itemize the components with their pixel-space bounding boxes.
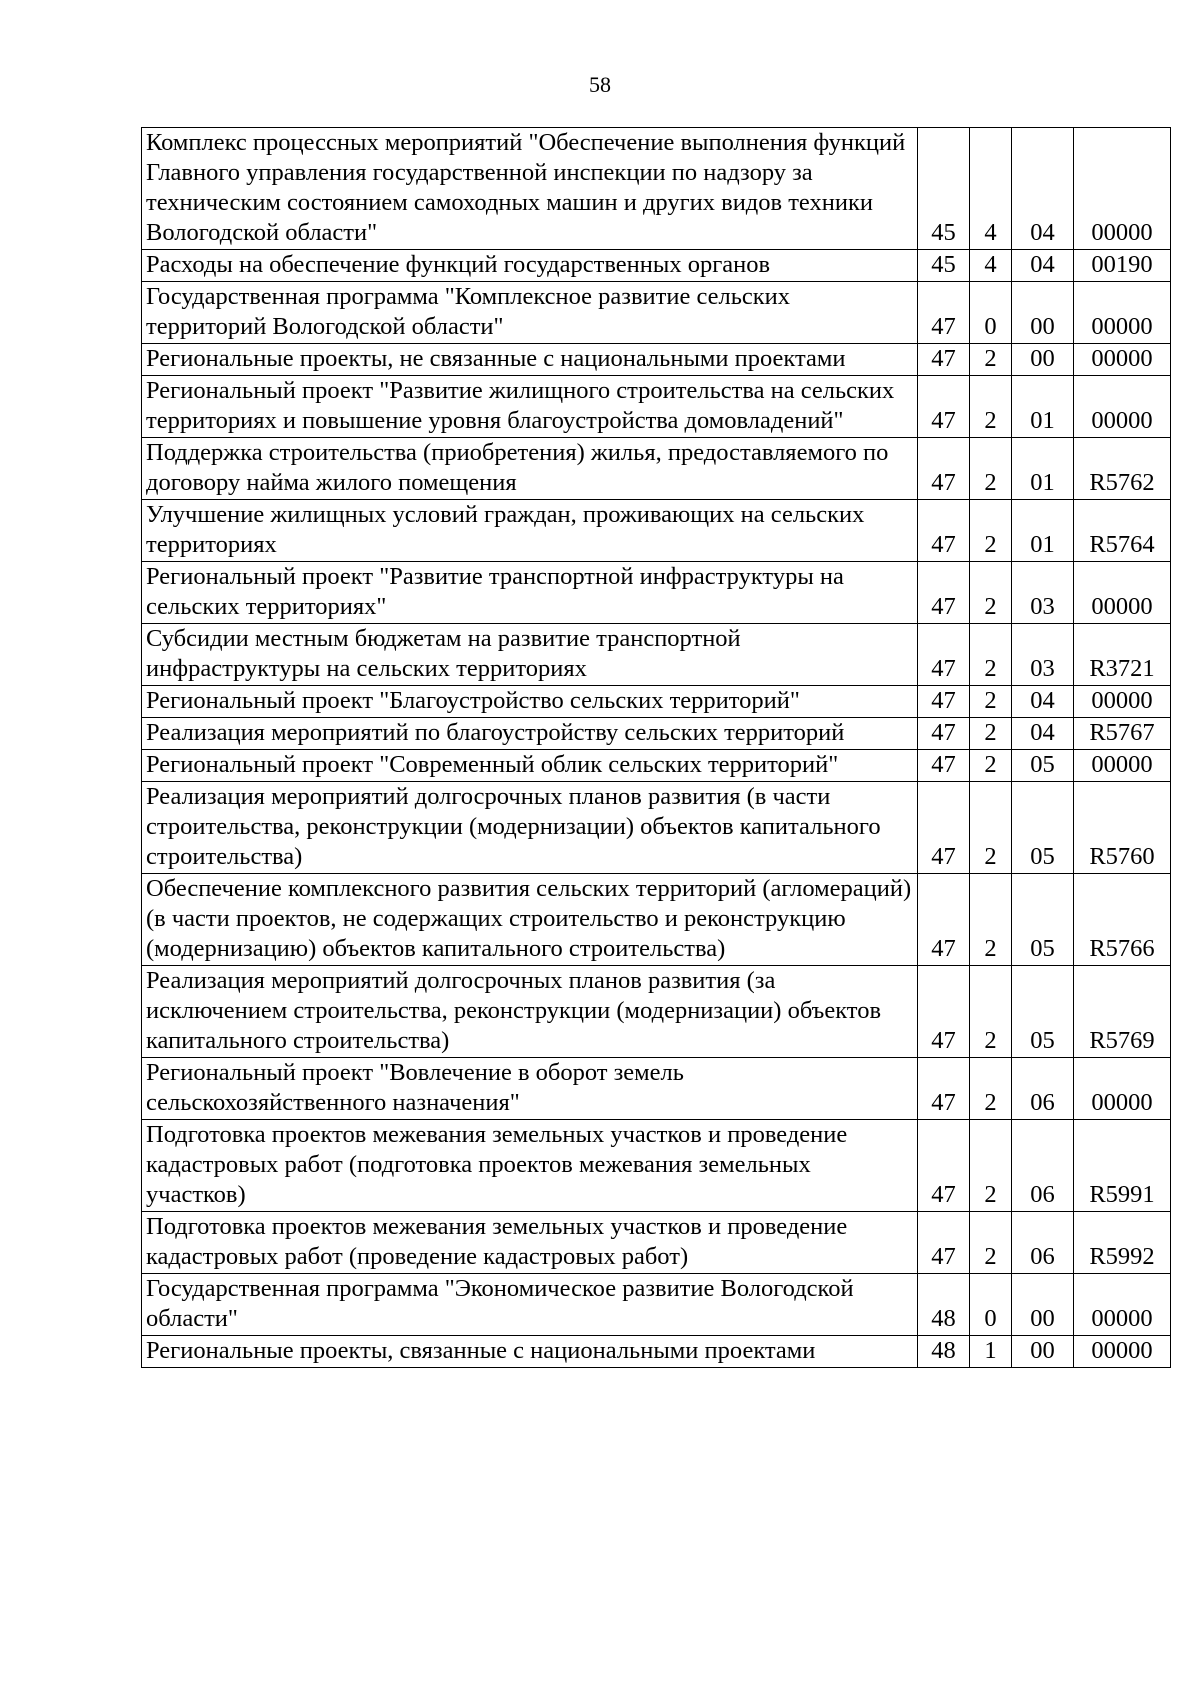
row-name-cell: Реализация мероприятий долгосрочных планов развития (за исключением строительства, реконструкции (модернизации) объектов капитального строительства) — [142, 966, 918, 1058]
subprogram-code-cell: 2 — [970, 1058, 1012, 1120]
row-name-cell: Региональный проект "Современный облик сельских территорий" — [142, 750, 918, 782]
table-row — [142, 1120, 1171, 1212]
subprogram-code-cell: 0 — [970, 282, 1012, 344]
subprogram-code-cell: 2 — [970, 376, 1012, 438]
subprogram-code-cell: 4 — [970, 250, 1012, 282]
subprogram-code-cell: 2 — [970, 686, 1012, 718]
subprogram-code-cell: 2 — [970, 966, 1012, 1058]
program-code-cell: 47 — [918, 966, 970, 1058]
direction-code-cell: 00 — [1012, 344, 1074, 376]
table-row — [142, 718, 1171, 750]
direction-code-cell: 01 — [1012, 438, 1074, 500]
table-row — [142, 344, 1171, 376]
table-row — [142, 1212, 1171, 1274]
row-name-cell: Региональный проект "Развитие жилищного строительства на сельских территориях и повышение уровня благоустройства домовладений" — [142, 376, 918, 438]
program-code-cell: 45 — [918, 128, 970, 250]
table-row — [142, 1274, 1171, 1336]
direction-code-cell: 05 — [1012, 782, 1074, 874]
program-code-cell: 47 — [918, 1058, 970, 1120]
table-row — [142, 966, 1171, 1058]
table-row — [142, 750, 1171, 782]
row-name-cell: Региональный проект "Развитие транспортной инфраструктуры на сельских территориях" — [142, 562, 918, 624]
expense-code-cell: R5762 — [1074, 438, 1171, 500]
direction-code-cell: 06 — [1012, 1058, 1074, 1120]
subprogram-code-cell: 2 — [970, 718, 1012, 750]
direction-code-cell: 06 — [1012, 1120, 1074, 1212]
program-code-cell: 47 — [918, 344, 970, 376]
row-name-cell: Обеспечение комплексного развития сельских территорий (агломераций) (в части проектов, не содержащих строительство и реконструкцию (модернизацию) объектов капитального строительства) — [142, 874, 918, 966]
table-row — [142, 686, 1171, 718]
table-row — [142, 438, 1171, 500]
subprogram-code-cell: 2 — [970, 344, 1012, 376]
program-code-cell: 47 — [918, 1120, 970, 1212]
table-row — [142, 500, 1171, 562]
row-name-cell: Региональные проекты, не связанные с национальными проектами — [142, 344, 918, 376]
program-code-cell: 47 — [918, 438, 970, 500]
expense-code-cell: 00000 — [1074, 1274, 1171, 1336]
direction-code-cell: 01 — [1012, 500, 1074, 562]
table-row — [142, 1058, 1171, 1120]
program-code-cell: 47 — [918, 500, 970, 562]
expense-code-cell: 00000 — [1074, 282, 1171, 344]
row-name-cell: Поддержка строительства (приобретения) жилья, предоставляемого по договору найма жилого помещения — [142, 438, 918, 500]
table-row — [142, 376, 1171, 438]
direction-code-cell: 05 — [1012, 966, 1074, 1058]
expense-code-cell: 00000 — [1074, 128, 1171, 250]
row-name-cell: Региональные проекты, связанные с национальными проектами — [142, 1336, 918, 1368]
direction-code-cell: 05 — [1012, 750, 1074, 782]
expense-code-cell: R5760 — [1074, 782, 1171, 874]
row-name-cell: Улучшение жилищных условий граждан, проживающих на сельских территориях — [142, 500, 918, 562]
program-code-cell: 47 — [918, 874, 970, 966]
direction-code-cell: 04 — [1012, 250, 1074, 282]
expense-code-cell: 00000 — [1074, 344, 1171, 376]
subprogram-code-cell: 2 — [970, 562, 1012, 624]
row-name-cell: Расходы на обеспечение функций государственных органов — [142, 250, 918, 282]
direction-code-cell: 05 — [1012, 874, 1074, 966]
expense-code-cell: 00190 — [1074, 250, 1171, 282]
row-name-cell: Региональный проект "Вовлечение в оборот земель сельскохозяйственного назначения" — [142, 1058, 918, 1120]
direction-code-cell: 04 — [1012, 128, 1074, 250]
subprogram-code-cell: 2 — [970, 1212, 1012, 1274]
expense-code-cell: R5991 — [1074, 1120, 1171, 1212]
page-number: 58 — [589, 72, 611, 97]
table-body — [142, 128, 1171, 1368]
direction-code-cell: 03 — [1012, 562, 1074, 624]
direction-code-cell: 03 — [1012, 624, 1074, 686]
row-name-cell: Подготовка проектов межевания земельных участков и проведение кадастровых работ (проведение кадастровых работ) — [142, 1212, 918, 1274]
direction-code-cell: 01 — [1012, 376, 1074, 438]
subprogram-code-cell: 2 — [970, 500, 1012, 562]
program-code-cell: 47 — [918, 718, 970, 750]
direction-code-cell: 04 — [1012, 718, 1074, 750]
expense-code-cell: R5766 — [1074, 874, 1171, 966]
subprogram-code-cell: 1 — [970, 1336, 1012, 1368]
direction-code-cell: 06 — [1012, 1212, 1074, 1274]
table-row — [142, 1336, 1171, 1368]
subprogram-code-cell: 2 — [970, 438, 1012, 500]
program-code-cell: 47 — [918, 686, 970, 718]
subprogram-code-cell: 2 — [970, 1120, 1012, 1212]
table-row — [142, 562, 1171, 624]
program-code-cell: 47 — [918, 624, 970, 686]
subprogram-code-cell: 2 — [970, 782, 1012, 874]
subprogram-code-cell: 2 — [970, 750, 1012, 782]
table-row — [142, 624, 1171, 686]
expense-code-cell: R5764 — [1074, 500, 1171, 562]
program-code-cell: 47 — [918, 562, 970, 624]
table-row — [142, 874, 1171, 966]
subprogram-code-cell: 2 — [970, 874, 1012, 966]
row-name-cell: Подготовка проектов межевания земельных участков и проведение кадастровых работ (подготовка проектов межевания земельных участков) — [142, 1120, 918, 1212]
row-name-cell: Государственная программа "Экономическое развитие Вологодской области" — [142, 1274, 918, 1336]
direction-code-cell: 00 — [1012, 282, 1074, 344]
program-code-cell: 45 — [918, 250, 970, 282]
program-code-cell: 47 — [918, 376, 970, 438]
row-name-cell: Государственная программа "Комплексное развитие сельских территорий Вологодской области" — [142, 282, 918, 344]
program-code-cell: 48 — [918, 1336, 970, 1368]
expense-code-cell: 00000 — [1074, 376, 1171, 438]
row-name-cell: Реализация мероприятий по благоустройству сельских территорий — [142, 718, 918, 750]
program-code-cell: 47 — [918, 1212, 970, 1274]
subprogram-code-cell: 0 — [970, 1274, 1012, 1336]
program-code-cell: 48 — [918, 1274, 970, 1336]
program-code-cell: 47 — [918, 750, 970, 782]
subprogram-code-cell: 4 — [970, 128, 1012, 250]
expense-code-cell: 00000 — [1074, 562, 1171, 624]
row-name-cell: Реализация мероприятий долгосрочных планов развития (в части строительства, реконструкции (модернизации) объектов капитального строительства) — [142, 782, 918, 874]
budget-classification-table — [141, 127, 1171, 1368]
expense-code-cell: R5992 — [1074, 1212, 1171, 1274]
table-row — [142, 782, 1171, 874]
program-code-cell: 47 — [918, 782, 970, 874]
expense-code-cell: R5767 — [1074, 718, 1171, 750]
expense-code-cell: R5769 — [1074, 966, 1171, 1058]
expense-code-cell: R3721 — [1074, 624, 1171, 686]
table-row — [142, 128, 1171, 250]
row-name-cell: Субсидии местным бюджетам на развитие транспортной инфраструктуры на сельских территориях — [142, 624, 918, 686]
direction-code-cell: 04 — [1012, 686, 1074, 718]
expense-code-cell: 00000 — [1074, 750, 1171, 782]
row-name-cell: Комплекс процессных мероприятий "Обеспечение выполнения функций Главного управления государственной инспекции по надзору за техническим состоянием самоходных машин и других видов техники Вологодской области" — [142, 128, 918, 250]
direction-code-cell: 00 — [1012, 1336, 1074, 1368]
direction-code-cell: 00 — [1012, 1274, 1074, 1336]
expense-code-cell: 00000 — [1074, 686, 1171, 718]
table-row — [142, 282, 1171, 344]
table-row — [142, 250, 1171, 282]
expense-code-cell: 00000 — [1074, 1336, 1171, 1368]
row-name-cell: Региональный проект "Благоустройство сельских территорий" — [142, 686, 918, 718]
program-code-cell: 47 — [918, 282, 970, 344]
subprogram-code-cell: 2 — [970, 624, 1012, 686]
expense-code-cell: 00000 — [1074, 1058, 1171, 1120]
